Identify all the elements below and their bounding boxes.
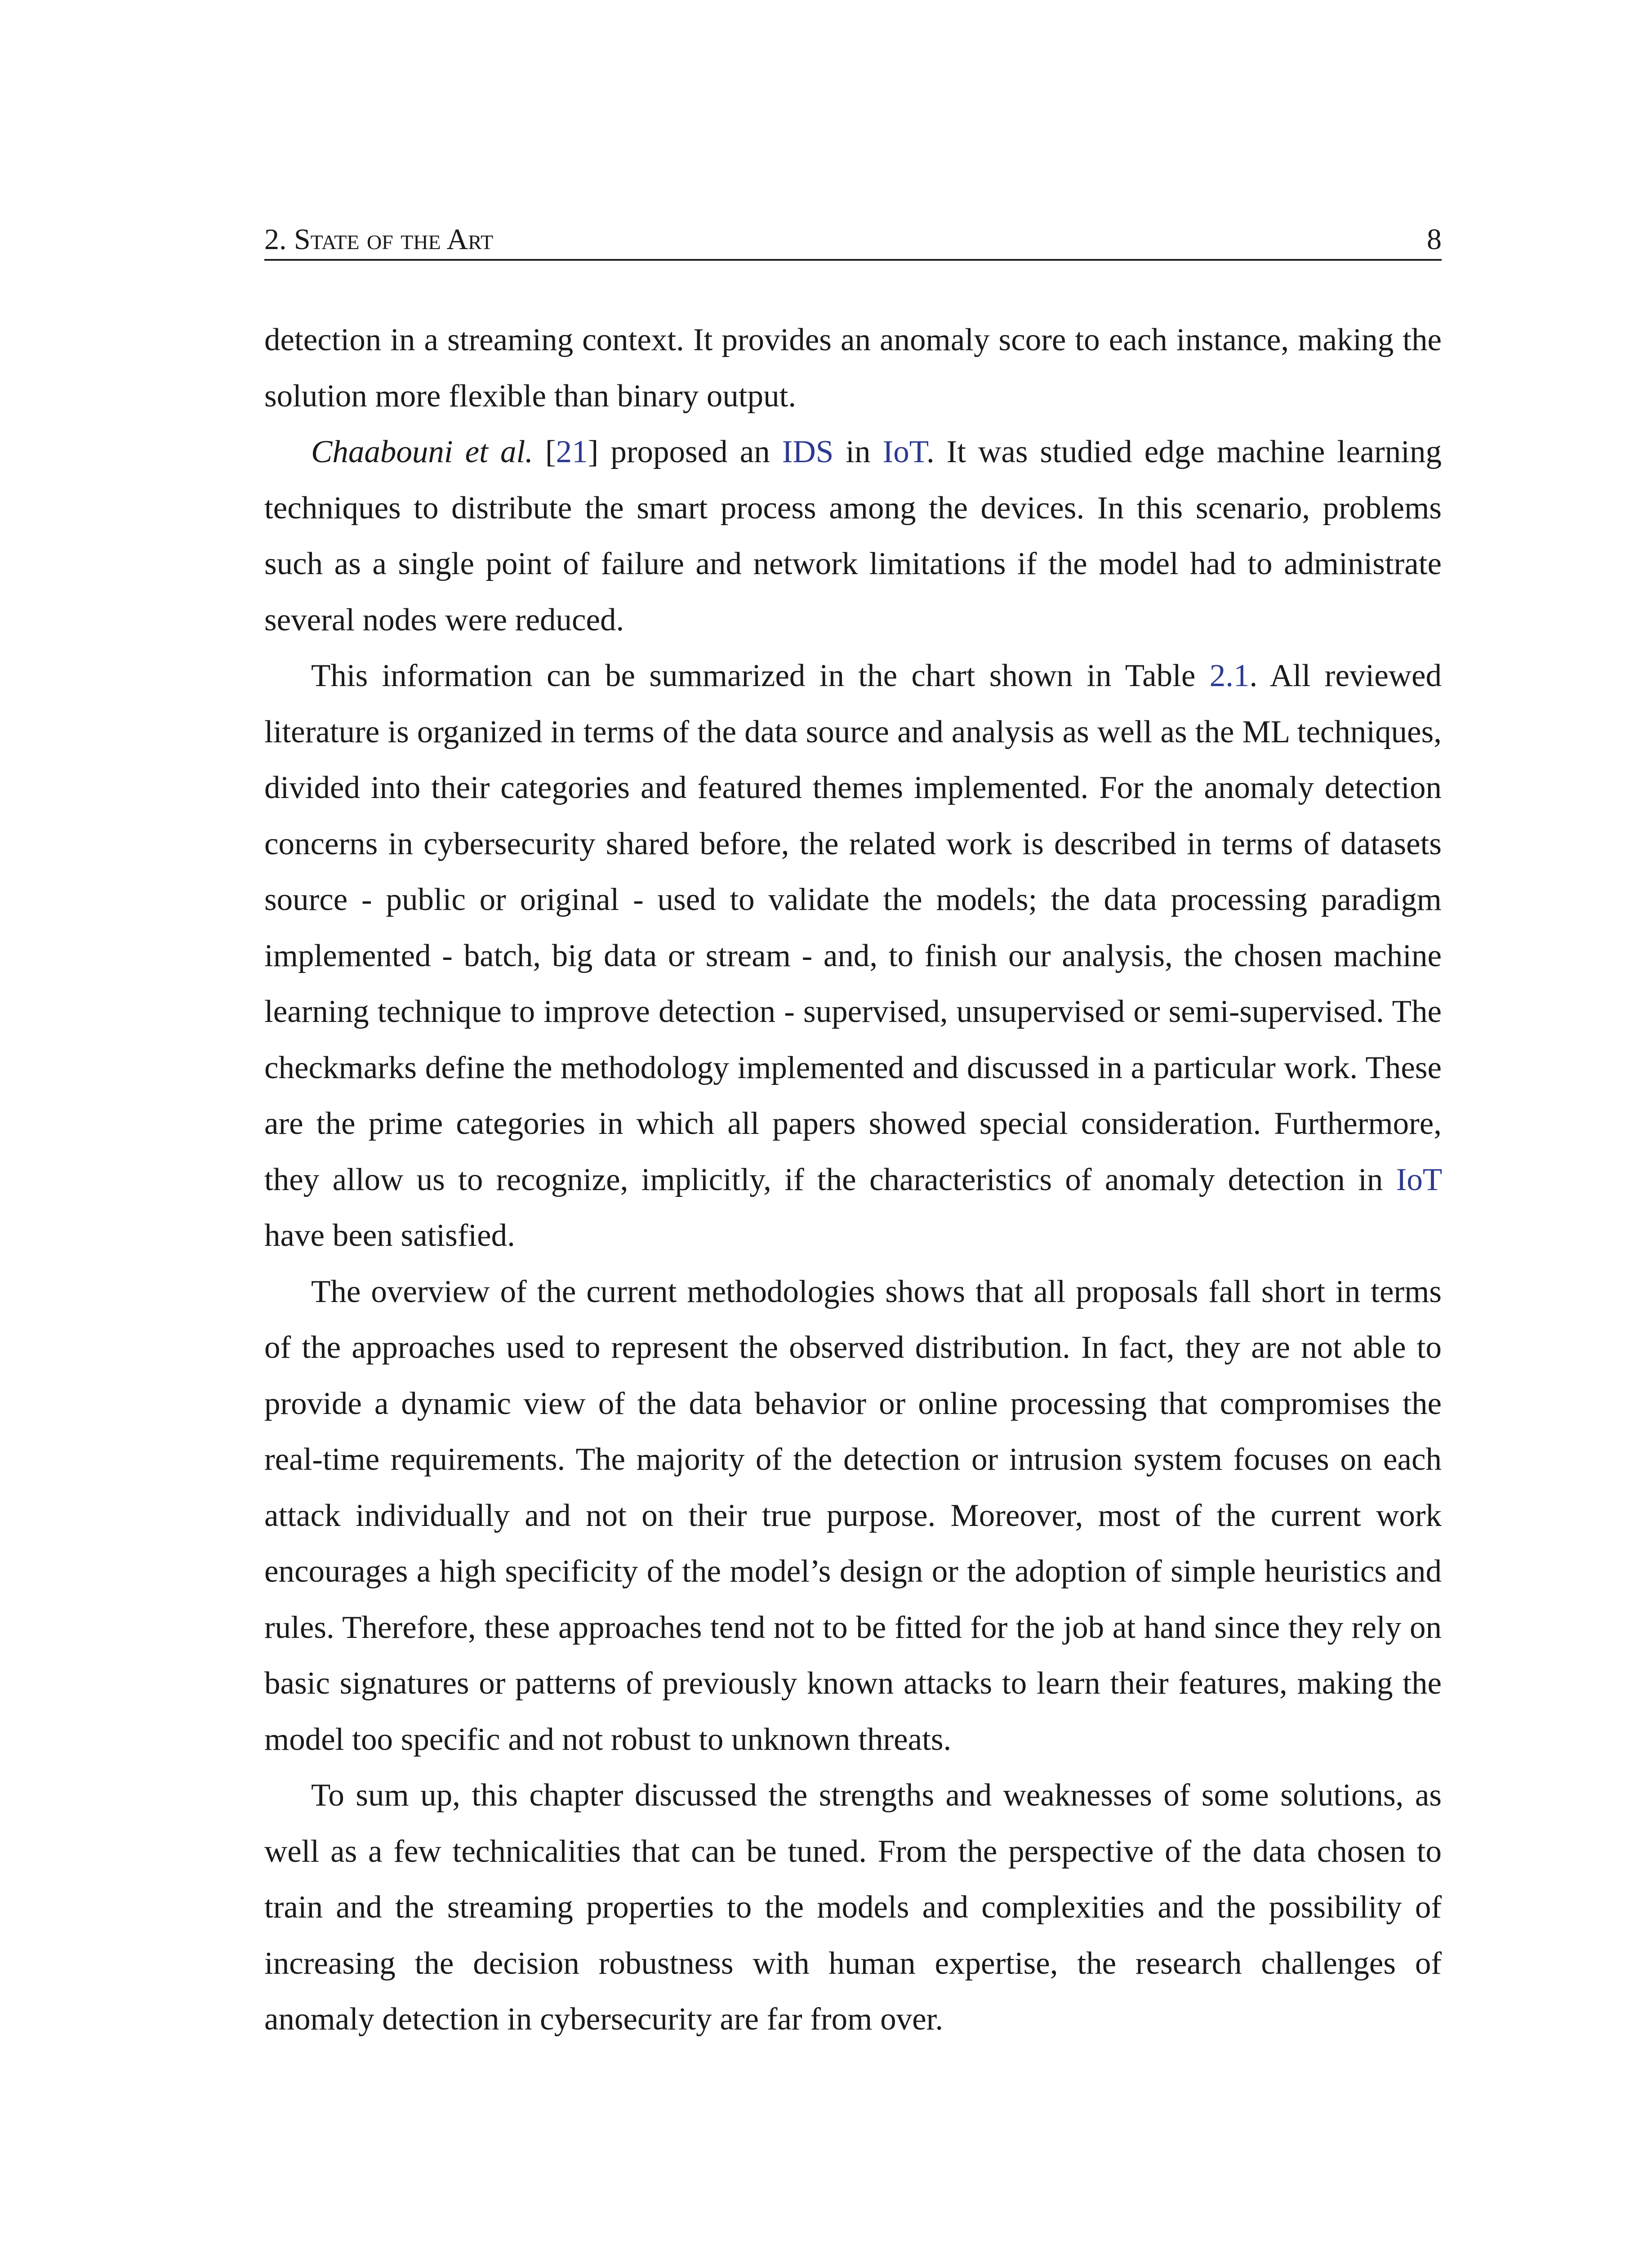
paragraph-3 [264,648,1442,1264]
text-fragment: have been satisfied. [264,1218,515,1253]
acronym-link-iot[interactable]: IoT [882,434,926,469]
acronym-link-ids[interactable]: IDS [782,434,834,469]
acronym-link-iot[interactable]: IoT [1396,1162,1442,1197]
paragraph-4: The overview of the current methodologies shows that all proposals fall short in terms of the approaches used to represent the observed distribution. In fact, they are not able to provide a dynamic view of the data behavior or online processing that compromises the real-time requirements. The majority of the detection or intrusion system focuses on each attack individually and not on their true purpose. Moreover, most of the current work encourages a high specificity of the model’s design or the adoption of simple heuristics and rules. Therefore, these approaches tend not to be fitted for the job at hand since they rely on basic signatures or patterns of previously known attacks to learn their features, making the model too specific and not robust to unknown threats. [264,1274,1442,1757]
author-name: Chaabouni et al. [311,434,533,469]
body-text [264,312,1442,2047]
table-reference-link[interactable]: 2.1 [1209,658,1250,693]
text-fragment: in [833,434,883,469]
paragraph-2 [264,424,1442,648]
text-fragment: . All reviewed literature is organized in terms of the data source and analysis as well as the ML techniques, divided into their categories and featured themes implemented. For the anomaly detection concerns in cybersecurity shared before, the related work is described in terms of datasets source - public or original - used to validate the models; the data processing paradigm implemented - batch, big data or stream - and, to finish our analysis, the chosen machine learning technique to improve detection - supervised, unsupervised or semi-supervised. The checkmarks define the methodology implemented and discussed in a particular work. These are the prime categories in which all papers showed special consideration. Furthermore, they allow us to recognize, implicitly, if the characteristics of anomaly detection in [264,658,1442,1197]
text-fragment: ] proposed an [588,434,782,469]
citation-link[interactable]: 21 [556,434,588,469]
chapter-title: State of the Art [294,223,494,256]
text-fragment: This information can be summarized in the chart shown in Table [311,658,1210,693]
text-fragment: [ [533,434,556,469]
paragraph-5: To sum up, this chapter discussed the strengths and weaknesses of some solutions, as well as a few technicalities that can be tuned. From the perspective of the data chosen to train and the streaming properties to the models and complexities and the possibility of increasing the decision robustness with human expertise, the research challenges of anomaly detection in cybersecurity are far from over. [264,1778,1442,2037]
page-number: 8 [1427,223,1442,256]
running-header [264,220,1442,261]
chapter-number: 2. [264,223,287,256]
text-fragment: . It was studied edge machine learning techniques to distribute the smart process among the devices. In this scenario, problems such as a single point of failure and network limitations if the model had to administrate several nodes were reduced. [264,434,1442,638]
paragraph-1: detection in a streaming context. It provides an anomaly score to each instance, making the solution more flexible than binary output. [264,322,1442,414]
chapter-heading [264,220,493,259]
